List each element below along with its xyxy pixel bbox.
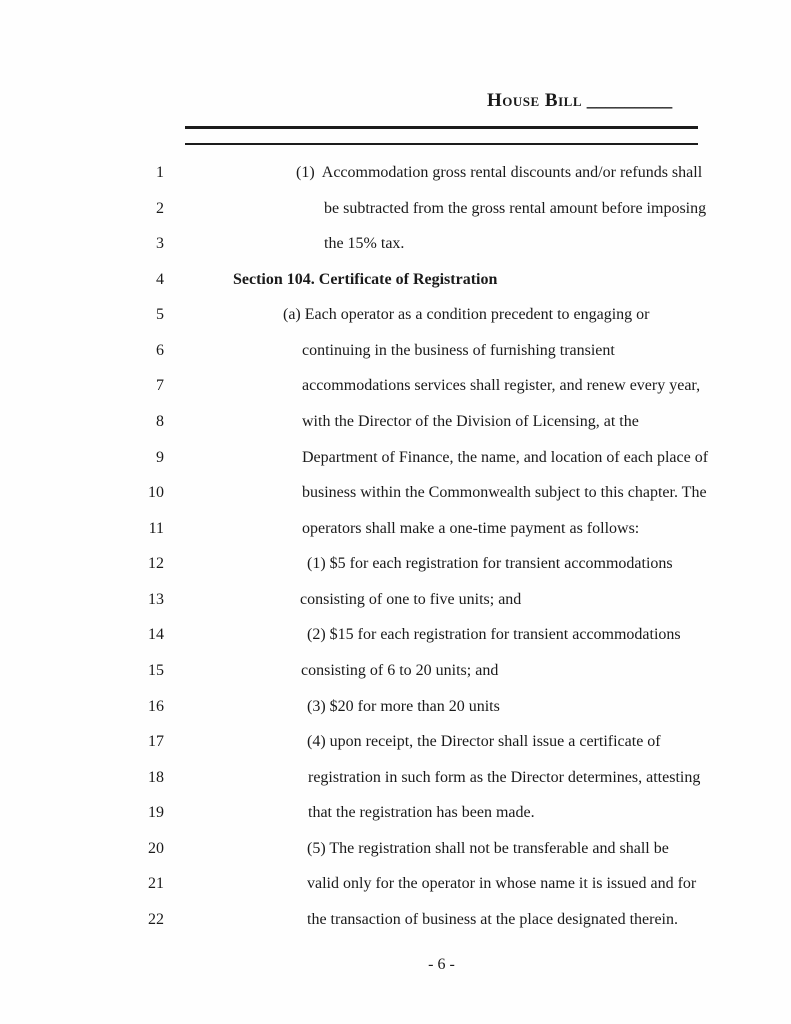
- line-number: 14: [148, 626, 164, 644]
- document-line: [0, 768, 791, 804]
- line-text: that the registration has been made.: [308, 804, 535, 822]
- line-text: (a) Each operator as a condition precedent to engaging or: [283, 306, 650, 324]
- document-line: [0, 199, 791, 235]
- line-text: Department of Finance, the name, and location of each place of: [302, 448, 709, 466]
- line-number: 20: [148, 839, 164, 857]
- document-line: [0, 483, 791, 519]
- document-body: [0, 163, 791, 953]
- document-line: [0, 519, 791, 555]
- line-number: 13: [148, 590, 164, 608]
- line-number: 4: [156, 270, 164, 288]
- line-number: 8: [156, 412, 164, 430]
- document-line: [0, 803, 791, 839]
- document-line: [0, 554, 791, 590]
- line-number: 12: [148, 555, 164, 573]
- line-number: 19: [148, 804, 164, 822]
- line-number: 5: [156, 306, 164, 324]
- document-line: [0, 590, 791, 626]
- line-text: (4) upon receipt, the Director shall issue a certificate of: [307, 733, 661, 751]
- line-number: 10: [148, 484, 164, 502]
- line-text: valid only for the operator in whose name it is issued and for: [307, 875, 697, 893]
- line-number: 1: [156, 164, 164, 181]
- line-number: 11: [148, 519, 164, 537]
- line-text: (5) The registration shall not be transferable and shall be: [307, 839, 669, 857]
- page-title: [487, 90, 672, 112]
- page-number: - 6 -: [428, 956, 455, 973]
- header-rule-top: [185, 126, 698, 129]
- line-number: 2: [156, 199, 164, 217]
- line-text: (2) $15 for each registration for transient accommodations: [307, 626, 681, 644]
- line-text: registration in such form as the Director determines, attesting: [308, 768, 701, 786]
- line-text: business within the Commonwealth subject to this chapter. The: [302, 484, 707, 502]
- line-text: the transaction of business at the place designated therein.: [307, 910, 678, 928]
- line-number: 9: [156, 448, 164, 466]
- document-line: [0, 661, 791, 697]
- line-text: the 15% tax.: [324, 235, 405, 253]
- line-text: (1) Accommodation gross rental discounts and/or refunds shall: [296, 164, 703, 181]
- line-text: (1) $5 for each registration for transient accommodations: [307, 555, 673, 573]
- document-line: [0, 341, 791, 377]
- line-number: 16: [148, 697, 164, 715]
- document-line: [0, 697, 791, 733]
- bill-number-blank-line: _________: [582, 90, 673, 111]
- line-number: 22: [148, 910, 164, 928]
- document-line: [0, 448, 791, 484]
- house-bill-label: House Bill: [487, 90, 583, 111]
- document-line: [0, 270, 791, 306]
- line-text: Section 104. Certificate of Registration: [233, 270, 498, 288]
- document-line: [0, 234, 791, 270]
- document-line: [0, 412, 791, 448]
- document-line: [0, 839, 791, 875]
- line-number: 3: [156, 235, 164, 253]
- document-line: [0, 376, 791, 412]
- line-text: consisting of one to five units; and: [300, 590, 522, 608]
- document-line: [0, 625, 791, 661]
- line-number: 6: [156, 341, 164, 359]
- line-number: 17: [148, 733, 164, 751]
- line-text: operators shall make a one-time payment as follows:: [302, 519, 640, 537]
- line-text: consisting of 6 to 20 units; and: [301, 661, 499, 679]
- line-number: 18: [148, 768, 164, 786]
- document-line: [0, 910, 791, 946]
- page-footer: [185, 956, 698, 974]
- line-text: accommodations services shall register, and renew every year,: [302, 377, 701, 395]
- document-line: [0, 732, 791, 768]
- document-line: [0, 305, 791, 341]
- line-text: (3) $20 for more than 20 units: [307, 697, 500, 715]
- line-text: with the Director of the Division of Licensing, at the: [302, 412, 639, 430]
- document-line: [0, 163, 791, 199]
- line-number: 15: [148, 661, 164, 679]
- line-number: 7: [156, 377, 164, 395]
- line-text: be subtracted from the gross rental amount before imposing: [324, 199, 707, 217]
- line-number: 21: [148, 875, 164, 893]
- document-line: [0, 874, 791, 910]
- line-text: continuing in the business of furnishing transient: [302, 341, 615, 359]
- header-rule-bottom: [185, 143, 698, 145]
